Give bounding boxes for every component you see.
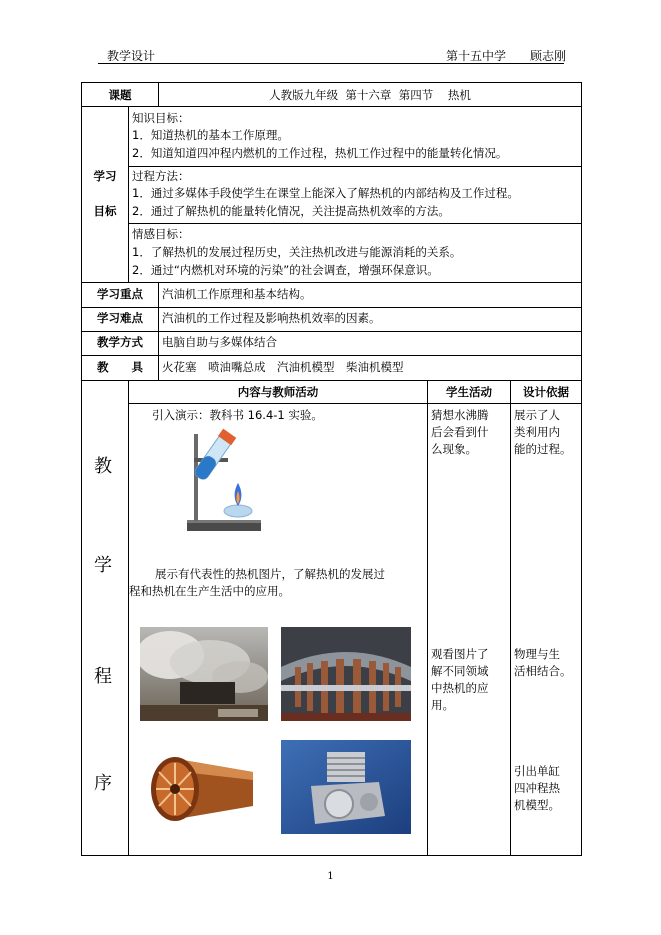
header-rule [98, 63, 564, 64]
page-number: 1 [327, 871, 334, 882]
student-activity-1: 猜想水沸腾 后会看到什 么现象。 [431, 408, 489, 456]
goals-label-2: 目标 [93, 204, 117, 218]
side-char-4: 序 [94, 773, 112, 794]
col-basis-header: 设计依据 [523, 385, 569, 399]
header-left: 教学设计 [107, 49, 156, 63]
steam-turbine-photo [281, 627, 411, 721]
header-right: 第十五中学 顾志刚 [446, 49, 567, 63]
design-basis-1: 展示了人 类利用内 能的过程。 [514, 408, 572, 456]
goal-process-item-2: 2．通过了解热机的能量转化情况，关注提高热机效率的方法。 [132, 204, 450, 218]
key-label: 学习重点 [97, 287, 143, 301]
goal-knowledge-title: 知识目标： [132, 111, 190, 125]
student-activity-2: 观看图片了 解不同领域 中热机的应 用。 [431, 647, 489, 712]
key-value: 汽油机工作原理和基本结构。 [162, 287, 312, 301]
steam-train-photo [140, 627, 268, 721]
side-char-2: 学 [94, 555, 112, 576]
side-char-1: 教 [94, 456, 112, 477]
method-label: 教学方式 [97, 335, 143, 349]
goal-emotion-title: 情感目标： [132, 227, 190, 241]
goal-process-item-1: 1．通过多媒体手段使学生在课堂上能深入了解热机的内部结构及工作过程。 [132, 186, 519, 200]
col-content-header: 内容与教师活动 [237, 385, 319, 399]
design-basis-3: 引出单缸 四冲程热 机模型。 [514, 764, 560, 812]
content-show-line-2: 程和热机在生产生活中的应用。 [129, 584, 290, 598]
goal-emotion-item-1: 1．了解热机的发展过程历史，关注热机改进与能源消耗的关系。 [132, 245, 462, 259]
design-basis-2: 物理与生 活相结合。 [514, 647, 572, 678]
motorcycle-engine-photo [281, 740, 411, 834]
col-student-header: 学生活动 [446, 385, 492, 399]
experiment-illustration [184, 428, 264, 534]
tools-label: 教 具 [97, 360, 143, 374]
jet-engine-photo [141, 742, 267, 834]
difficulty-label: 学习难点 [97, 311, 143, 325]
difficulty-value: 汽油机的工作过程及影响热机效率的因素。 [162, 311, 381, 325]
goal-knowledge-item-1: 1．知道热机的基本工作原理。 [132, 128, 289, 142]
goal-process-title: 过程方法： [132, 169, 190, 183]
goal-knowledge-item-2: 2．知道知道四冲程内燃机的工作过程，热机工作过程中的能量转化情况。 [132, 146, 508, 160]
method-value: 电脑自助与多媒体结合 [162, 335, 277, 349]
content-intro: 引入演示：教科书 16.4-1 实验。 [152, 408, 323, 422]
side-char-3: 程 [94, 666, 112, 687]
goals-label-1: 学习 [93, 169, 117, 183]
tools-value: 火花塞 喷油嘴总成 汽油机模型 柴油机模型 [162, 360, 404, 374]
content-show-line-1: 展示有代表性的热机图片，了解热机的发展过 [155, 567, 385, 581]
topic-label: 课题 [108, 88, 132, 102]
goal-emotion-item-2: 2．通过“内燃机对环境的污染”的社会调查，增强环保意识。 [132, 263, 439, 277]
topic-value: 人教版九年级 第十六章 第四节 热机 [269, 88, 471, 102]
